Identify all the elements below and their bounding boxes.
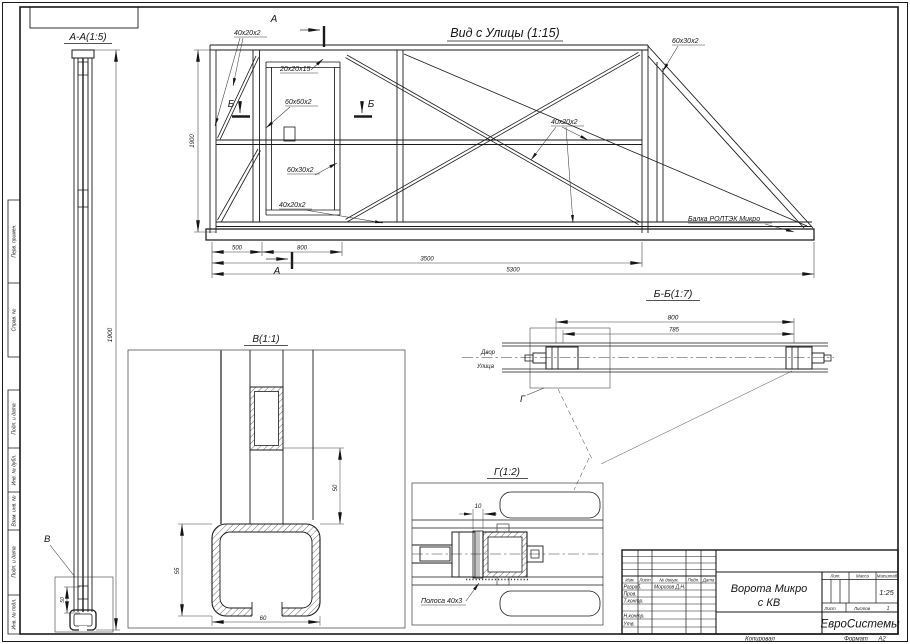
roltek-beam [206,229,814,240]
dimension-label: 60 [259,616,267,622]
tube-outer [250,387,283,450]
left-pin [525,355,533,361]
left-axle [533,353,546,363]
dimension-label: 50 [60,597,66,603]
section-letter: Б [227,99,235,110]
sheets-label: Листов [854,605,870,611]
callout-leader [311,59,323,70]
col-header: Изм. [625,577,635,583]
dimension-label: 55 [175,567,181,575]
right-header: Масштаб [876,573,898,579]
view-title: Г(1:2) [493,467,521,478]
rail-curl-bottom [500,591,600,616]
designer-name: Морозов Д.Н. [654,584,686,591]
company-name: ЕвроСистемы [820,618,900,631]
right-axle [812,353,824,363]
section-letter: Б [367,99,375,110]
callout-leader [305,210,383,223]
trolley-inner [488,537,522,572]
callout-leader [466,583,479,601]
rail-channel-inner [220,532,312,608]
projection-dashed [574,458,589,490]
left-trolley-lines [552,347,558,369]
tab-bottom [497,577,509,585]
sheet-label: Лист [824,605,836,611]
projection-line [601,371,792,464]
callout-leader [663,46,678,71]
callout-label: 60х30х2 [672,38,699,45]
col-header: № докум. [659,577,679,583]
post-cap [72,50,94,58]
sheets-count: 1 [886,605,890,612]
title-block [622,550,900,643]
dimension-label: 500 [231,245,243,252]
detail-leader [50,545,75,577]
rail-profile-inner [74,614,92,626]
doc-title-line2: с КВ [757,597,781,609]
dimension-label: 10 [474,504,482,510]
callout-leader [215,38,240,126]
view-street [190,14,814,278]
right-header: Масса [856,573,869,579]
right-pin [824,355,831,361]
gate-diagonals [218,52,808,226]
left-trolley [546,347,578,369]
detail-ref-letter: В [44,534,51,545]
trolley-hatch [483,532,527,577]
callout-label: Балка РОЛТЭК Микро [688,216,761,223]
row-label: Утв. [623,621,635,628]
ext-lines-10 [473,509,483,529]
col-header: Лист [639,577,651,583]
ext-lines [194,50,216,232]
projection-dashed [558,389,592,459]
callout-leader [315,163,337,175]
door-lock-plate [284,127,295,141]
right-trolley [786,347,812,369]
col-header: Дата [702,577,715,583]
dimension-label: 800 [296,245,308,252]
view-title: Б-Б(1:7) [653,288,693,300]
view-detail-v [128,334,405,628]
detail-leader [527,388,544,395]
view-title: В(1:1) [252,334,280,345]
view-detail-g [412,458,603,625]
roller [452,532,475,577]
margin-stamp-label: Перв. примен. [11,224,18,258]
dimension-label: 1900 [190,134,196,148]
scale-value: 1:25 [879,588,894,597]
left-columns [638,550,701,634]
doc-title-line1: Ворота Микро [730,583,808,595]
dimension-label: 1900 [107,327,114,343]
dimension-label: 5300 [506,267,520,274]
detail-v-boundary [55,577,113,632]
row-label: Разраб. [623,584,642,591]
row-label: Т.контр. [623,598,644,605]
callout-label: Полоса 40х3 [421,598,463,605]
margin-stamp-label: Справ. № [11,308,18,332]
margin-stamp-label: Взам. инв. № [11,495,18,527]
callout-label: 60х60х2 [285,99,312,106]
side-label-street: Улица [476,364,494,370]
row-label: Н.контр. [623,613,645,620]
callout-label: 60х30х2 [287,167,314,174]
view-title: А-А(1:5) [69,32,107,43]
footer-format: Формат [844,636,868,643]
footer-format-value: А2 [878,636,886,643]
callout-leader [765,224,794,232]
strip-lines [477,531,479,578]
view-title: Вид с Улицы (1:15) [450,26,560,40]
tube-inner [255,392,279,446]
tube-hatch [250,387,283,450]
dimension-label: 800 [667,314,679,322]
margin-stamp-label: Подп. и дата [11,403,18,435]
row-label: Пров. [623,591,637,598]
trolley-body [483,532,527,577]
rail-curl-top [500,492,600,518]
col-header: Подп. [687,577,700,583]
margin-stamp-label: Инв. № подл. [11,598,18,630]
rail-mouth [79,626,87,632]
callout-label: 40х20х2 [551,119,578,126]
callout-label: 20х20х15 [280,66,311,73]
detail-ref-letter: Г [520,394,526,405]
margin-stamps [8,200,20,634]
dimension-label: 785 [668,327,680,334]
view-section-aa [44,32,120,632]
rail-mouth-gap [252,601,282,618]
callout-leader [266,107,290,128]
wicket-door [266,62,340,215]
footer-kopiroval: Копировал [745,636,775,643]
callout-leader [566,127,573,223]
dimension-label: 3500 [420,256,434,263]
detail-g-boundary [530,328,610,388]
callout-label: 40х20х2 [279,202,306,209]
section-letter: А [270,14,278,25]
margin-stamp-label: Инв. № дубл. [11,454,18,486]
dimension-label: 50 [333,484,339,492]
top-left-stamp [30,7,138,28]
right-header: Лит. [830,573,841,579]
right-trolley-lines [792,347,798,369]
section-letter: А [273,266,281,277]
callout-leader [531,127,556,160]
side-label-yard: Двор [481,350,495,356]
view-section-bb [462,288,834,464]
callout-label: 40х20х2 [234,30,261,37]
margin-stamp-label: Подп. и дата [11,546,18,578]
